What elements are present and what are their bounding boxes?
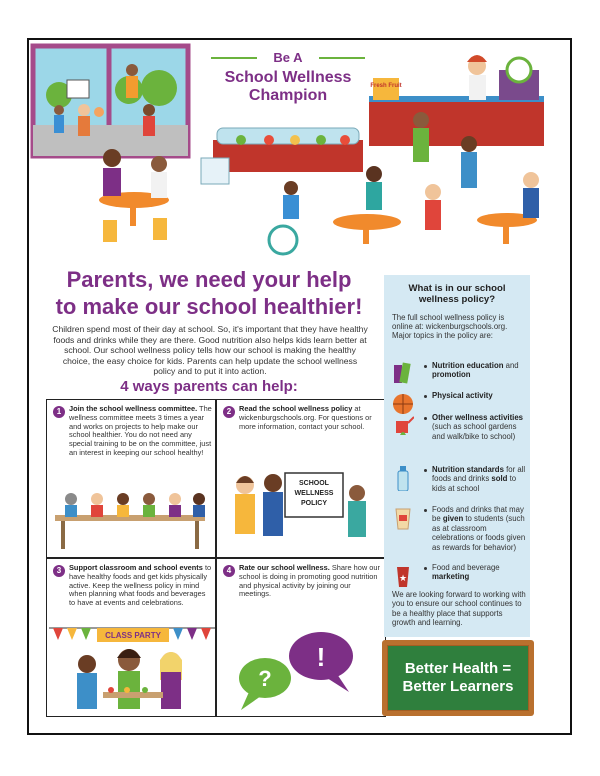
topic-text: Foods and drinks that may be given to students (such as at classroom celebrations or foods given as rewards for behavior) xyxy=(432,505,526,552)
chalkboard-text xyxy=(387,645,529,711)
feedback-bubbles-illustration xyxy=(217,626,386,716)
topic-text: Nutrition education and promotion xyxy=(432,361,519,380)
way-body: at wickenburgschools.org. For questions or more information, contact your school. xyxy=(239,404,372,431)
way-number: 2 xyxy=(223,406,235,418)
class-party-illustration xyxy=(47,624,216,716)
way-body: The wellness committee meets 3 times a year and works on projects to help make our school healthier. You do not need any special training to be on the committee, just an interest in keeping our school healthy! xyxy=(69,404,212,457)
way-heading: Join the school wellness committee. xyxy=(69,404,198,413)
title-rule-left xyxy=(211,57,257,59)
sidebar-outro: We are looking forward to working with you to ensure our school continues to be a healthy place that supports growth and learning. xyxy=(392,590,526,628)
flyer-page xyxy=(27,38,572,735)
committee-meeting-illustration xyxy=(47,487,216,557)
policy-sign-line1: SCHOOL xyxy=(299,480,329,487)
way-heading: Rate our school wellness. xyxy=(239,563,330,572)
topic-item xyxy=(392,465,526,499)
chalkboard xyxy=(382,640,534,716)
policy-reading-illustration xyxy=(217,467,386,557)
sidebar-intro: The full school wellness policy is online at: wickenburgschools.org. Major topics in the policy are: xyxy=(392,313,508,341)
way-body: to have healthy foods and get kids physically active. Keep the wellness policy in mind when planning what foods and beverages to have at events and celebrations. xyxy=(69,563,212,608)
title-small: Be A xyxy=(273,50,303,65)
serving-counter xyxy=(369,100,544,146)
way-heading: Support classroom and school events xyxy=(69,563,203,572)
way-body: Share how our school is doing in promoting good nutrition and physical activity by joining our meetings. xyxy=(239,563,380,599)
topic-item xyxy=(392,361,526,391)
title-main-line1: School Wellness xyxy=(224,69,352,86)
class-party-banner: CLASS PARTY xyxy=(105,631,161,640)
ways-title: 4 ways parents can help: xyxy=(120,378,298,395)
chalkboard-line1: Better Health = xyxy=(404,660,512,677)
topic-item xyxy=(392,563,526,589)
way-text xyxy=(239,405,383,431)
topic-item xyxy=(392,505,526,563)
way-text xyxy=(69,564,213,608)
intro-paragraph: Children spend most of their day at school. So, it's important that they have healthy foods and drinks while they are there. Good nutrition also helps kids learn better at school. Our school wellness policy tells how our school is making the healthy choice, the easy choice for kids. Parents can help update the school wellness policy and to put it into action. xyxy=(52,324,368,377)
headline-line1: Parents, we need your help xyxy=(66,267,352,292)
ways-grid xyxy=(46,399,386,717)
water-bottle-icon xyxy=(392,465,414,491)
fresh-fruit-sign: Fresh Fruit xyxy=(370,83,402,89)
page-headline xyxy=(41,266,377,320)
chalkboard-line2: Better Learners xyxy=(402,678,514,695)
way-text xyxy=(69,405,213,458)
policy-sign-line2: WELLNESS xyxy=(294,490,334,497)
policy-sign-line3: POLICY xyxy=(300,500,328,507)
way-heading: Read the school wellness policy xyxy=(239,404,353,413)
topic-text: Other wellness activities (such as school gardens and walk/bike to school) xyxy=(432,413,524,441)
books-icon xyxy=(392,361,414,387)
way-card-1 xyxy=(46,399,216,558)
watering-can-icon xyxy=(392,413,414,439)
snack-bag-icon xyxy=(392,505,414,531)
title-main-line2: Champion xyxy=(248,87,328,104)
hero-illustration xyxy=(29,40,570,262)
title-rule-right xyxy=(319,57,365,59)
policy-sidebar xyxy=(384,275,530,637)
way-card-2 xyxy=(216,399,386,558)
salad-bar xyxy=(213,140,363,172)
exclamation-mark-icon: ! xyxy=(316,642,326,672)
topic-text: Food and beverage marketing xyxy=(432,563,500,582)
topic-item xyxy=(392,413,526,461)
topic-text: Nutrition standards for all foods and drinks sold to kids at school xyxy=(432,465,526,493)
way-number: 4 xyxy=(223,565,235,577)
topic-text: Physical activity xyxy=(432,391,493,400)
way-text xyxy=(239,564,383,599)
question-mark-icon: ? xyxy=(258,666,272,691)
way-card-3 xyxy=(46,558,216,717)
way-number: 1 xyxy=(53,406,65,418)
headline-line2: to make our school healthier! xyxy=(55,294,363,319)
title-banner xyxy=(197,42,379,134)
sidebar-title: What is in our school wellness policy? xyxy=(408,283,506,305)
way-number: 3 xyxy=(53,565,65,577)
cup-icon xyxy=(392,563,414,589)
way-card-4 xyxy=(216,558,386,717)
svg-text:★: ★ xyxy=(398,574,408,584)
